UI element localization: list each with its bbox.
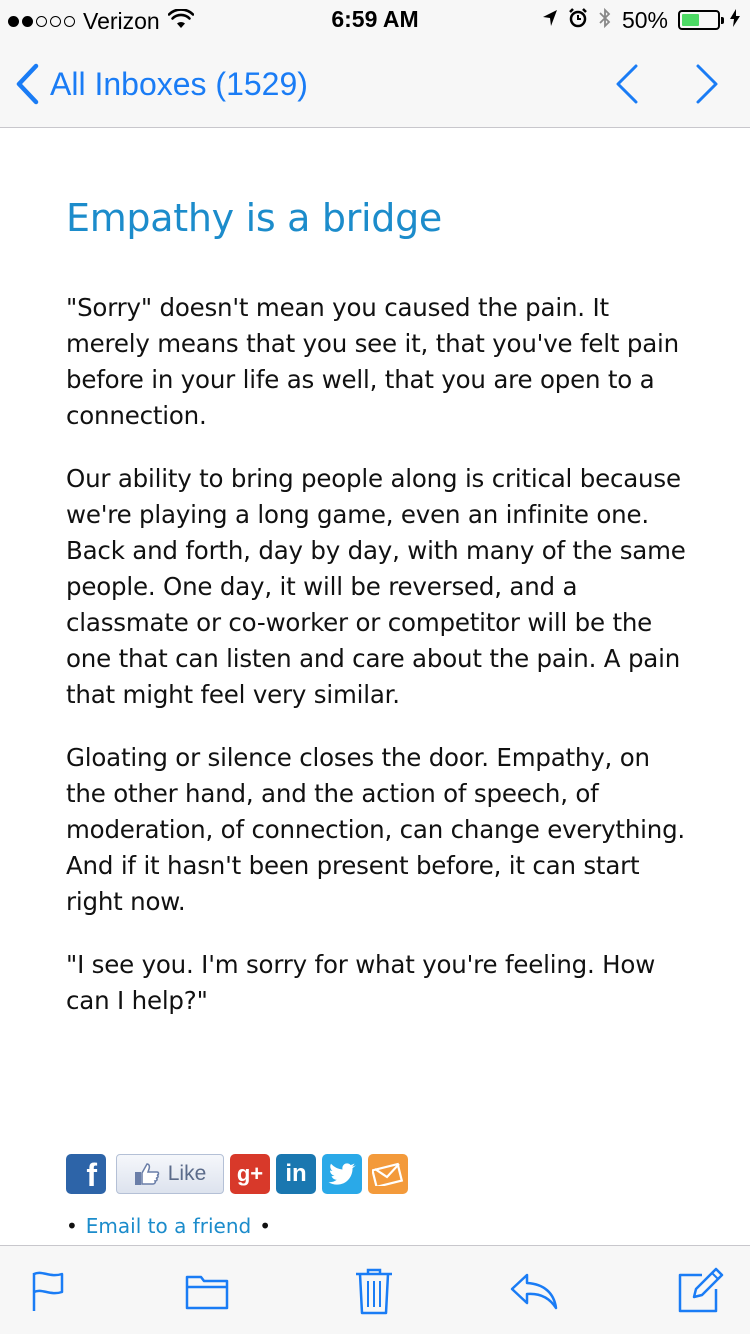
- status-right: [542, 6, 740, 34]
- chevron-left-icon: [14, 63, 40, 105]
- location-arrow-icon: [542, 9, 558, 32]
- twitter-bird-icon: [327, 1162, 357, 1186]
- back-button-label: All Inboxes (1529): [50, 65, 308, 102]
- bottom-toolbar: [0, 1245, 750, 1334]
- email-share-icon[interactable]: [368, 1154, 408, 1194]
- compose-button[interactable]: [675, 1266, 725, 1316]
- like-label: Like: [167, 1162, 207, 1185]
- facebook-like-button[interactable]: [116, 1154, 224, 1194]
- article-title: Empathy is a bridge: [66, 196, 443, 240]
- flag-icon: [28, 1269, 68, 1313]
- article-paragraph: Our ability to bring people along is critical because we're playing a long game, even an infinite one. Back and forth, day by day, with many of the same people. One day, it will be reversed, and a classmate or co-worker or competitor will be the one that can listen and care about the pain. A pain that might feel very similar.: [66, 464, 686, 709]
- chevron-right-icon: [694, 62, 720, 106]
- article-paragraph: "Sorry" doesn't mean you caused the pain. It merely means that you see it, that you've felt pain before in your life as well, that you are open to a connection.: [66, 293, 679, 430]
- next-message-button[interactable]: [694, 62, 720, 106]
- battery-percent: 50%: [621, 6, 668, 33]
- previous-message-button[interactable]: [614, 62, 640, 106]
- status-time: 6:59 AM: [331, 6, 419, 32]
- bluetooth-icon: [598, 7, 612, 34]
- linkedin-glyph: in: [285, 1160, 307, 1187]
- navigation-bar: [0, 40, 750, 128]
- trash-button[interactable]: [349, 1266, 399, 1316]
- twitter-icon[interactable]: [322, 1154, 362, 1194]
- google-plus-icon[interactable]: [230, 1154, 270, 1194]
- reply-button[interactable]: [509, 1266, 559, 1316]
- linkedin-icon[interactable]: [276, 1154, 316, 1194]
- google-plus-glyph: g+: [236, 1161, 264, 1186]
- message-navigation: [614, 62, 720, 106]
- flag-button[interactable]: [23, 1266, 73, 1316]
- chevron-left-icon: [614, 62, 640, 106]
- email-body: [66, 196, 686, 1019]
- compose-icon: [676, 1267, 724, 1315]
- email-to-friend-row: [66, 1214, 271, 1238]
- trash-icon: [354, 1267, 394, 1315]
- reply-icon: [509, 1271, 559, 1311]
- thumbs-up-icon: [134, 1162, 160, 1186]
- folder-icon: [184, 1271, 230, 1311]
- social-share-bar: [66, 1154, 408, 1194]
- battery-icon: [678, 10, 720, 30]
- envelope-icon: [372, 1162, 404, 1186]
- alarm-icon: [568, 8, 588, 33]
- bullet: •: [259, 1214, 271, 1238]
- article-paragraph: Gloating or silence closes the door. Empathy, on the other hand, and the action of speech, of moderation, of connection, can change everything. And if it hasn't been present before, it can start right now.: [66, 743, 686, 916]
- back-button[interactable]: [14, 60, 308, 108]
- facebook-glyph: f: [86, 1157, 97, 1193]
- facebook-icon[interactable]: [66, 1154, 106, 1194]
- carrier-name: Verizon: [83, 7, 160, 34]
- email-to-friend-link[interactable]: Email to a friend: [85, 1214, 252, 1238]
- battery-level: [682, 14, 699, 26]
- charging-bolt-icon: [730, 9, 740, 32]
- move-to-folder-button[interactable]: [182, 1266, 232, 1316]
- status-bar: [0, 0, 750, 40]
- article-paragraph: "I see you. I'm sorry for what you're feeling. How can I help?": [66, 950, 656, 1015]
- bullet: •: [66, 1214, 78, 1238]
